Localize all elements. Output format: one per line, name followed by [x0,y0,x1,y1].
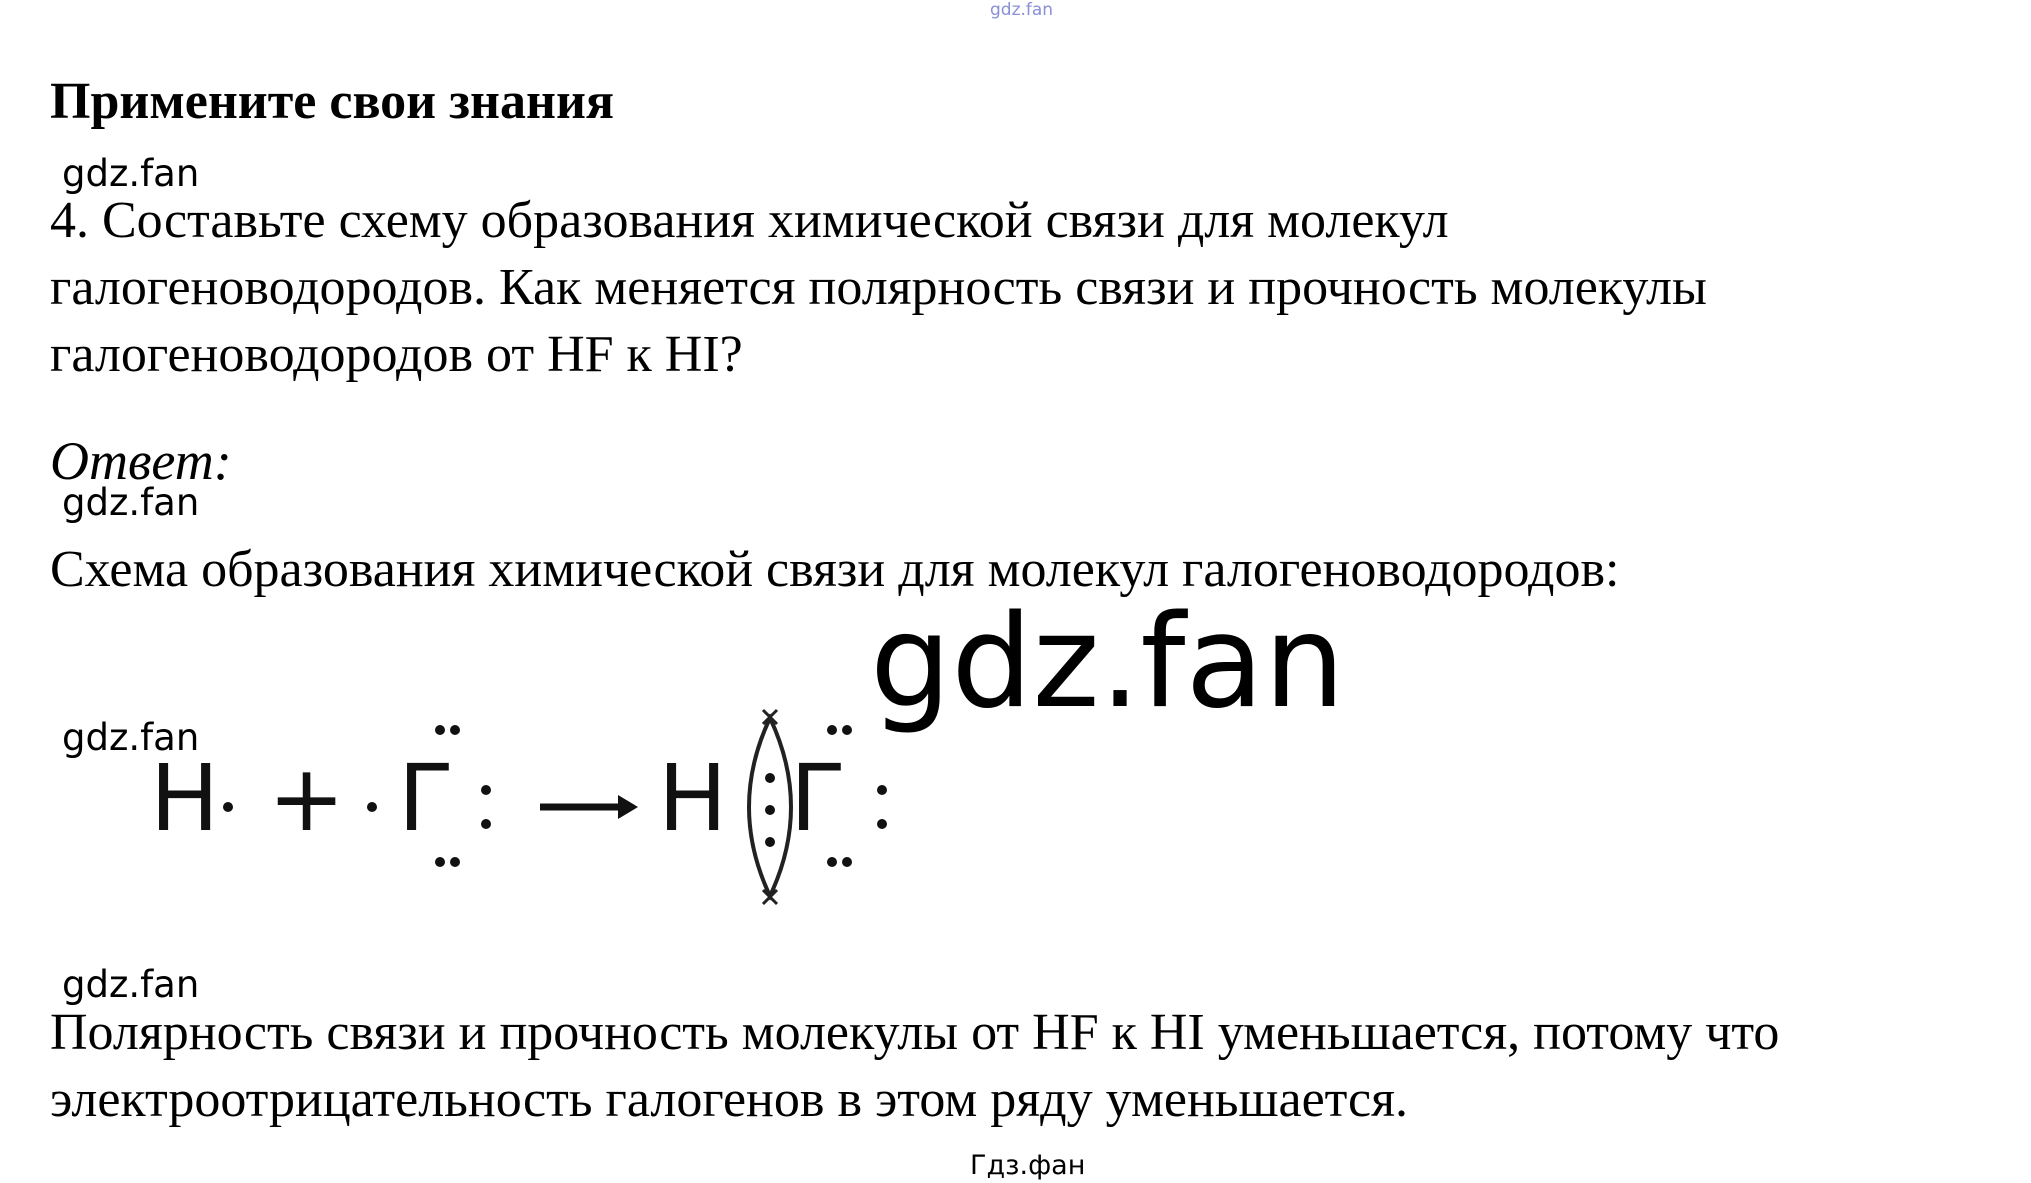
question-text [50,187,1707,388]
section-title: Примените свои знания [50,73,615,130]
watermark-bottom: Гдз.фан [970,1150,1086,1181]
electron-dot [842,725,852,735]
conclusion-line: электроотрицательность галогенов в этом ряду уменьшается. [50,1071,1409,1128]
question-line: 4. Составьте схему образования химической связи для молекул [50,192,1449,249]
scheme-halogen-symbol-product: Г [790,745,847,852]
watermark-small: gdz.fan [62,963,200,1006]
question-line: галогеноводородов. Как меняется полярность связи и прочность молекулы [50,259,1707,316]
electron-dot [450,857,460,867]
watermark-small: gdz.fan [62,716,200,759]
answer-label: Ответ: [50,431,232,491]
reaction-arrow-head [618,795,638,819]
scheme-intro: Схема образования химической связи для молекул галогеноводородов: [50,541,1620,598]
watermark-big: gdz.fan [870,588,1345,737]
electron-dot [481,785,491,795]
electron-dot [481,819,491,829]
conclusion-line: Полярность связи и прочность молекулы от HF к HI уменьшается, потому что [50,1004,1780,1061]
scheme-halogen-symbol: Г [398,745,455,852]
shared-electron-dot [765,773,775,783]
watermark-top: gdz.fan [990,0,1054,20]
scheme-h-symbol: H [150,745,220,852]
electron-dot [877,819,887,829]
shared-electron-dot [765,805,775,815]
bond-formation-scheme [140,700,920,910]
shared-electron-dot [765,837,775,847]
electron-dot [223,802,233,812]
electron-dot [877,785,887,795]
electron-dot [435,857,445,867]
conclusion-text [50,999,1779,1133]
watermark-small: gdz.fan [62,152,200,195]
electron-dot [367,802,377,812]
electron-dot [435,725,445,735]
electron-dot [827,725,837,735]
scheme-h-symbol-product: H [658,745,728,852]
watermark-small: gdz.fan [62,481,200,524]
scheme-plus: + [268,745,346,852]
electron-dot [450,725,460,735]
electron-dot [827,857,837,867]
question-line: галогеноводородов от HF к HI? [50,326,743,383]
electron-dot [842,857,852,867]
